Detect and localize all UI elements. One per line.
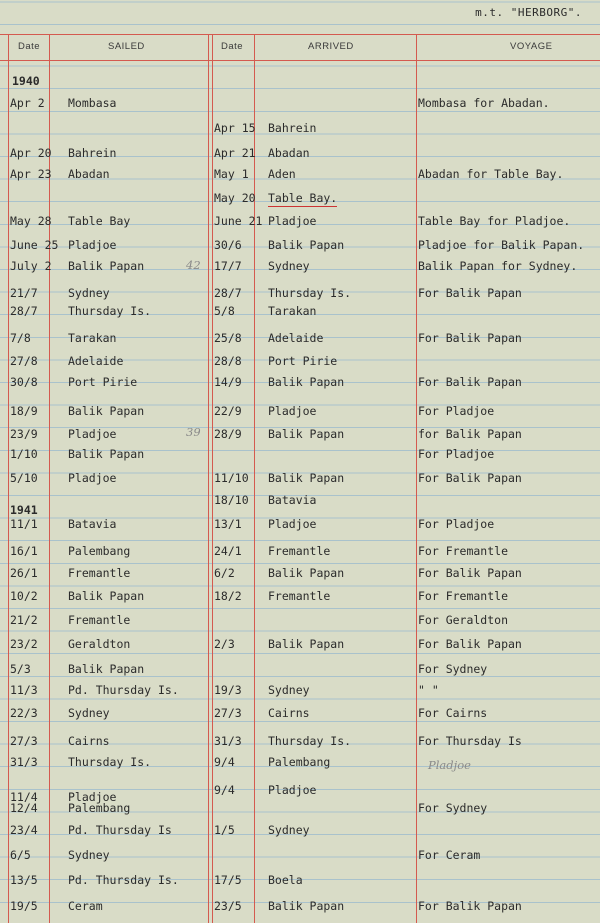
arrived-port: Adelaide bbox=[268, 331, 324, 345]
voyage: For Cairns bbox=[418, 706, 488, 720]
arrived-port: Balik Papan bbox=[268, 375, 345, 389]
arrived-date: 30/6 bbox=[214, 238, 242, 252]
arrived-date: 17/7 bbox=[214, 259, 242, 273]
pencil-note-pladjoe: Pladjoe bbox=[428, 758, 471, 772]
arrived-port: Sydney bbox=[268, 823, 310, 837]
sailed-port: Thursday Is. bbox=[68, 755, 152, 769]
voyage: Mombasa for Abadan. bbox=[418, 96, 550, 110]
arrived-date: 28/8 bbox=[214, 354, 242, 368]
arrived-port: Fremantle bbox=[268, 589, 331, 603]
arrived-date: 28/7 bbox=[214, 286, 242, 300]
arrived-port: Thursday Is. bbox=[268, 734, 352, 748]
arrived-port: Balik Papan bbox=[268, 238, 345, 252]
arrived-port: Port Pirie bbox=[268, 354, 338, 368]
arrived-port: Bahrein bbox=[268, 121, 317, 135]
header-sailed: SAILED bbox=[108, 41, 145, 52]
sailed-port: Sydney bbox=[68, 848, 110, 862]
sailed-port: Fremantle bbox=[68, 566, 131, 580]
arrived-port: Pladjoe bbox=[268, 404, 317, 418]
header-date-arrived: Date bbox=[221, 41, 244, 52]
voyage: Abadan for Table Bay. bbox=[418, 167, 564, 181]
voyage: For Pladjoe bbox=[418, 517, 495, 531]
sailed-date: 10/2 bbox=[10, 589, 38, 603]
arrived-port: Balik Papan bbox=[268, 471, 345, 485]
voyage: For Geraldton bbox=[418, 613, 509, 627]
arrived-port: Pladjoe bbox=[268, 214, 317, 228]
arrived-port: Batavia bbox=[268, 493, 317, 507]
voyage: For Balik Papan bbox=[418, 899, 522, 913]
sailed-date: 18/9 bbox=[10, 404, 38, 418]
sailed-date: 21/7 bbox=[10, 286, 38, 300]
sailed-date: 31/3 bbox=[10, 755, 38, 769]
sailed-port: Pd. Thursday Is. bbox=[68, 683, 179, 697]
voyage: For Balik Papan bbox=[418, 637, 522, 651]
sailed-date: 11/4 bbox=[10, 790, 38, 804]
voyage: For Balik Papan bbox=[418, 331, 522, 345]
arrived-date: May 1 bbox=[214, 167, 249, 181]
arrived-port: Cairns bbox=[268, 706, 310, 720]
sailed-date: 23/2 bbox=[10, 637, 38, 651]
sailed-port: Pladjoe bbox=[68, 790, 117, 804]
arrived-date: May 20 bbox=[214, 191, 256, 205]
sailed-date: 11/3 bbox=[10, 683, 38, 697]
arrived-date: Apr 15 bbox=[214, 121, 256, 135]
voyage: Balik Papan for Sydney. bbox=[418, 259, 578, 273]
arrived-date: 19/3 bbox=[214, 683, 242, 697]
arrived-date: 31/3 bbox=[214, 734, 242, 748]
sailed-port: Fremantle bbox=[68, 613, 131, 627]
sailed-date: 30/8 bbox=[10, 375, 38, 389]
voyage: For Pladjoe bbox=[418, 447, 495, 461]
arrived-date: 2/3 bbox=[214, 637, 235, 651]
sailed-date: Apr 2 bbox=[10, 96, 45, 110]
voyage: For Balik Papan bbox=[418, 375, 522, 389]
sailed-date: July 2 bbox=[10, 259, 52, 273]
arrived-date: Apr 21 bbox=[214, 146, 256, 160]
voyage: For Balik Papan bbox=[418, 286, 522, 300]
sailed-port: Balik Papan bbox=[68, 404, 145, 418]
sailed-date: 5/3 bbox=[10, 662, 31, 676]
arrived-date: 28/9 bbox=[214, 427, 242, 441]
pencil-note-42: 42 bbox=[186, 258, 201, 272]
sailed-date: 13/5 bbox=[10, 873, 38, 887]
header-date-sailed: Date bbox=[18, 41, 41, 52]
sailed-port: Pladjoe bbox=[68, 427, 117, 441]
sailed-port: Bahrein bbox=[68, 146, 117, 160]
arrived-port: Boela bbox=[268, 873, 303, 887]
voyage: For Balik Papan bbox=[418, 566, 522, 580]
voyage: for Balik Papan bbox=[418, 427, 522, 441]
rule-sailed bbox=[208, 34, 209, 923]
arrived-date: 25/8 bbox=[214, 331, 242, 345]
sailed-port: Balik Papan bbox=[68, 447, 145, 461]
sailed-port: Balik Papan bbox=[68, 589, 145, 603]
sailed-date: Apr 20 bbox=[10, 146, 52, 160]
sailed-port: Geraldton bbox=[68, 637, 131, 651]
arrived-date: 6/2 bbox=[214, 566, 235, 580]
sailed-date: 19/5 bbox=[10, 899, 38, 913]
arrived-port: Abadan bbox=[268, 146, 310, 160]
voyage: For Sydney bbox=[418, 801, 488, 815]
arrived-date: 18/2 bbox=[214, 589, 242, 603]
sailed-port: Ceram bbox=[68, 899, 103, 913]
sailed-date: 12/4 bbox=[10, 801, 38, 815]
arrived-port: Aden bbox=[268, 167, 296, 181]
sailed-date: May 28 bbox=[10, 214, 52, 228]
sailed-date: 23/9 bbox=[10, 427, 38, 441]
sailed-date: June 25 bbox=[10, 238, 59, 252]
arrived-port: Pladjoe bbox=[268, 783, 317, 797]
arrived-date: 1/5 bbox=[214, 823, 235, 837]
arrived-port: Fremantle bbox=[268, 544, 331, 558]
sailed-port: Abadan bbox=[68, 167, 110, 181]
voyage: For Ceram bbox=[418, 848, 481, 862]
sailed-date: 7/8 bbox=[10, 331, 31, 345]
rule-arrived bbox=[416, 34, 417, 923]
sailed-date: 23/4 bbox=[10, 823, 38, 837]
arrived-port: Table Bay. bbox=[268, 191, 338, 205]
sailed-date: 5/10 bbox=[10, 471, 38, 485]
sailed-date: 21/2 bbox=[10, 613, 38, 627]
arrived-date: 11/10 bbox=[214, 471, 249, 485]
voyage: Pladjoe for Balik Papan. bbox=[418, 238, 585, 252]
voyage: Table Bay for Pladjoe. bbox=[418, 214, 571, 228]
sailed-port: Batavia bbox=[68, 517, 117, 531]
voyage: " " bbox=[418, 683, 439, 697]
arrived-port: Balik Papan bbox=[268, 637, 345, 651]
year-1941: 1941 bbox=[10, 503, 38, 517]
sailed-date: 16/1 bbox=[10, 544, 38, 558]
sailed-date: 27/8 bbox=[10, 354, 38, 368]
sailed-date: 26/1 bbox=[10, 566, 38, 580]
vessel-name: m.t. "HERBORG". bbox=[475, 6, 582, 19]
sailed-date: 28/7 bbox=[10, 304, 38, 318]
sailed-port: Cairns bbox=[68, 734, 110, 748]
arrived-date: 18/10 bbox=[214, 493, 249, 507]
arrived-date: 23/5 bbox=[214, 899, 242, 913]
sailed-port: Table Bay bbox=[68, 214, 131, 228]
sailed-port: Tarakan bbox=[68, 331, 117, 345]
sailed-date: 1/10 bbox=[10, 447, 38, 461]
arrived-port: Sydney bbox=[268, 259, 310, 273]
voyage: For Sydney bbox=[418, 662, 488, 676]
sailed-port: Balik Papan bbox=[68, 662, 145, 676]
rule-left bbox=[8, 34, 9, 923]
arrived-date: June 21 bbox=[214, 214, 263, 228]
sailed-date: 6/5 bbox=[10, 848, 31, 862]
arrived-date: 9/4 bbox=[214, 783, 235, 797]
sailed-port: Sydney bbox=[68, 286, 110, 300]
sailed-port: Sydney bbox=[68, 706, 110, 720]
sailed-port: Mombasa bbox=[68, 96, 117, 110]
arrived-port: Thursday Is. bbox=[268, 286, 352, 300]
pencil-note-39: 39 bbox=[186, 425, 201, 439]
sailed-port: Port Pirie bbox=[68, 375, 138, 389]
sailed-port: Balik Papan bbox=[68, 259, 145, 273]
arrived-date: 5/8 bbox=[214, 304, 235, 318]
sailed-date: 27/3 bbox=[10, 734, 38, 748]
arrived-port: Pladjoe bbox=[268, 517, 317, 531]
arrived-port: Balik Papan bbox=[268, 427, 345, 441]
sailed-date: Apr 23 bbox=[10, 167, 52, 181]
arrived-date: 14/9 bbox=[214, 375, 242, 389]
arrived-port: Tarakan bbox=[268, 304, 317, 318]
arrived-port: Palembang bbox=[268, 755, 331, 769]
arrived-date: 22/9 bbox=[214, 404, 242, 418]
sailed-port: Pd. Thursday Is. bbox=[68, 873, 179, 887]
header-arrived: ARRIVED bbox=[308, 41, 354, 52]
sailed-port: Thursday Is. bbox=[68, 304, 152, 318]
voyage: For Pladjoe bbox=[418, 404, 495, 418]
voyage: For Balik Papan bbox=[418, 471, 522, 485]
arrived-port: Balik Papan bbox=[268, 899, 345, 913]
header-rule bbox=[0, 60, 600, 61]
arrived-port: Balik Papan bbox=[268, 566, 345, 580]
arrived-date: 9/4 bbox=[214, 755, 235, 769]
voyage: For Fremantle bbox=[418, 589, 509, 603]
sailed-port: Palembang bbox=[68, 801, 131, 815]
sailed-port: Pd. Thursday Is bbox=[68, 823, 172, 837]
header-voyage: VOYAGE bbox=[510, 41, 553, 52]
arrived-date: 27/3 bbox=[214, 706, 242, 720]
sailed-port: Adelaide bbox=[68, 354, 124, 368]
voyage: For Fremantle bbox=[418, 544, 509, 558]
voyage: For Thursday Is bbox=[418, 734, 522, 748]
sailed-date: 11/1 bbox=[10, 517, 38, 531]
arrived-date: 24/1 bbox=[214, 544, 242, 558]
top-rule bbox=[0, 34, 600, 35]
arrived-date: 13/1 bbox=[214, 517, 242, 531]
sailed-date: 22/3 bbox=[10, 706, 38, 720]
arrived-port: Sydney bbox=[268, 683, 310, 697]
year-1940: 1940 bbox=[12, 74, 40, 88]
sailed-port: Pladjoe bbox=[68, 238, 117, 252]
arrived-date: 17/5 bbox=[214, 873, 242, 887]
sailed-port: Palembang bbox=[68, 544, 131, 558]
rule-sailed-b bbox=[212, 34, 213, 923]
rule-date2 bbox=[254, 34, 255, 923]
sailed-port: Pladjoe bbox=[68, 471, 117, 485]
